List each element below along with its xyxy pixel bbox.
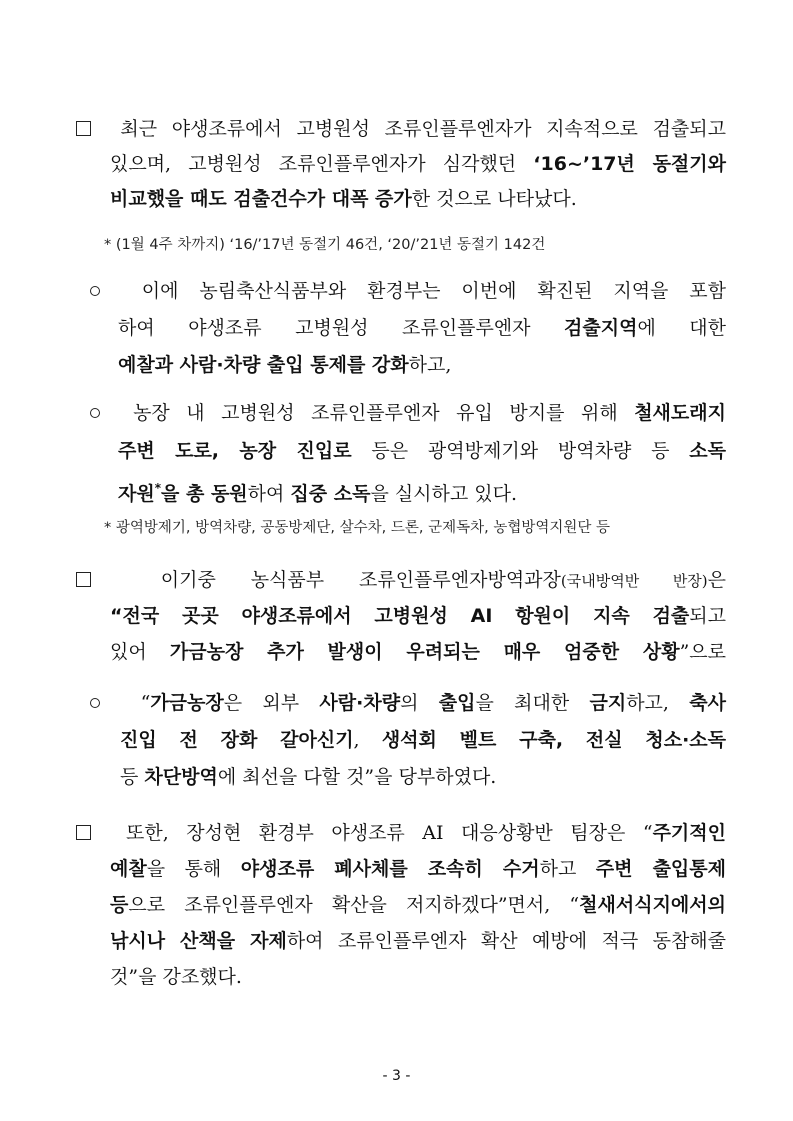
p6-line4: 낚시나 산책을 자제하여 조류인플루엔자 확산 예방에 적극 동참해줄 xyxy=(110,930,727,952)
p6-line5: 것”을 강조했다. xyxy=(110,966,242,988)
circle-bullet-icon xyxy=(90,286,100,296)
p5-line3: 등 차단방역에 최선을 다할 것”을 당부하였다. xyxy=(120,766,497,788)
p2-line2: 하여 야생조류 고병원성 조류인플루엔자 검출지역에 대한 xyxy=(118,317,726,339)
p3-line3: 자원*을 총 동원하여 집중 소독을 실시하고 있다. xyxy=(118,481,518,505)
square-bullet-icon xyxy=(76,121,91,136)
square-bullet-icon xyxy=(76,825,91,840)
footnote-2: * 광역방제기, 방역차량, 공동방제단, 살수차, 드론, 군제독차, 농협방역지원단 등 xyxy=(104,520,610,536)
p6-line3: 등으로 조류인플루엔자 확산을 저지하겠다”면서, “철새서식지에서의 xyxy=(110,894,726,916)
p6-line2: 예찰을 통해 야생조류 폐사체를 조속히 수거하고 주변 출입통제 xyxy=(110,858,726,880)
page-number: - 3 - xyxy=(382,1068,411,1084)
p2-line1: 이에 농림축산식품부와 환경부는 이번에 확진된 지역을 포함 xyxy=(90,273,726,309)
p4-line2: “전국 곳곳 야생조류에서 고병원성 AI 항원이 지속 검출되고 xyxy=(110,605,726,627)
p4-line3: 있어 가금농장 추가 발생이 우려되는 매우 엄중한 상황”으로 xyxy=(110,641,726,663)
p1-line1: 최근 야생조류에서 고병원성 조류인플루엔자가 지속적으로 검출되고 xyxy=(76,111,726,147)
p4-line1: 이기중 농식품부 조류인플루엔자방역과장(국내방역반 반장)은 xyxy=(76,562,726,598)
footnote-1: * (1월 4주 차까지) ‘16/’17년 동절기 46건, ‘20/’21년 동절기 142건 xyxy=(104,237,546,253)
circle-bullet-icon xyxy=(90,408,100,418)
circle-bullet-icon xyxy=(90,698,100,708)
p1-line2: 있으며, 고병원성 조류인플루엔자가 심각했던 ‘16~’17년 동절기와 xyxy=(110,153,726,175)
p3-line1: 농장 내 고병원성 조류인플루엔자 유입 방지를 위해 철새도래지 xyxy=(90,395,726,431)
p1-line3: 비교했을 때도 검출건수가 대폭 증가한 것으로 나타났다. xyxy=(110,188,577,210)
p5-line1: “가금농장은 외부 사람·차량의 출입을 최대한 금지하고, 축사 xyxy=(90,685,726,721)
p6-line1: 또한, 장성현 환경부 야생조류 AI 대응상황반 팀장은 “주기적인 xyxy=(76,815,726,851)
p2-line3: 예찰과 사람·차량 출입 통제를 강화하고, xyxy=(118,354,452,376)
p5-line2: 진입 전 장화 갈아신기, 생석회 벨트 구축, 전실 청소·소독 xyxy=(120,729,726,751)
p3-line2: 주변 도로, 농장 진입로 등은 광역방제기와 방역차량 등 소독 xyxy=(118,440,726,462)
square-bullet-icon xyxy=(76,572,91,587)
